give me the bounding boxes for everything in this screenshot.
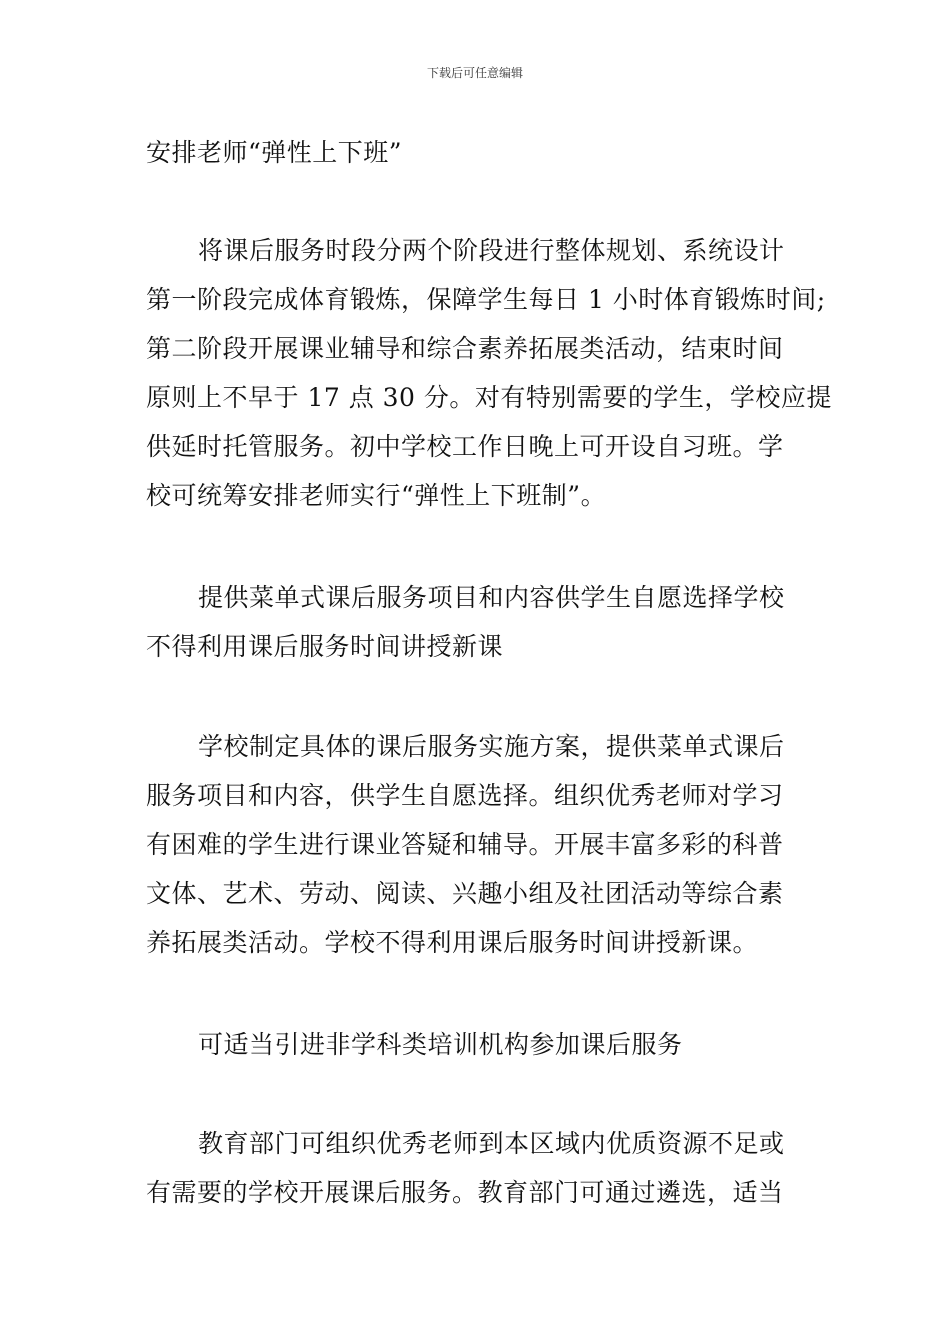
paragraph-6: [146, 1119, 785, 1217]
paragraph-5: [146, 1020, 683, 1069]
paragraph-line: 可适当引进非学科类培训机构参加课后服务: [198, 1030, 683, 1059]
paragraph-line: 第一阶段完成体育锻炼，保障学生每日 1 小时体育锻炼时间;: [146, 285, 826, 314]
paragraph-line: 有需要的学校开展课后服务。教育部门可通过遴选，适当: [146, 1178, 784, 1207]
paragraph-line: 供延时托管服务。初中学校工作日晚上可开设自习班。学: [146, 432, 784, 461]
paragraph-line: 将课后服务时段分两个阶段进行整体规划、系统设计: [198, 236, 785, 265]
paragraph-2: [146, 226, 832, 520]
paragraph-1: [146, 128, 402, 177]
paragraph-line: 校可统筹安排老师实行“弹性上下班制”。: [146, 481, 607, 510]
paragraph-line: 第二阶段开展课业辅导和综合素养拓展类活动，结束时间: [146, 334, 784, 363]
paragraph-3: [146, 573, 785, 671]
paragraph-line: 提供菜单式课后服务项目和内容供学生自愿选择学校: [198, 583, 785, 612]
paragraph-line: 不得利用课后服务时间讲授新课: [146, 632, 504, 661]
paragraph-line: 学校制定具体的课后服务实施方案，提供菜单式课后: [198, 732, 785, 761]
paragraph-line: 服务项目和内容，供学生自愿选择。组织优秀老师对学习: [146, 781, 784, 810]
page-header: 下载后可任意编辑: [426, 66, 523, 80]
paragraph-line: 有困难的学生进行课业答疑和辅导。开展丰富多彩的科普: [146, 830, 784, 859]
paragraph-line: 安排老师“弹性上下班”: [146, 138, 403, 167]
paragraph-line: 文体、艺术、劳动、阅读、兴趣小组及社团活动等综合素: [146, 879, 784, 908]
paragraph-line: 教育部门可组织优秀老师到本区域内优质资源不足或: [198, 1129, 785, 1158]
paragraph-line: 原则上不早于 17 点 30 分。对有特别需要的学生，学校应提: [146, 383, 832, 412]
paragraph-line: 养拓展类活动。学校不得利用课后服务时间讲授新课。: [146, 928, 759, 957]
paragraph-4: [146, 722, 785, 967]
